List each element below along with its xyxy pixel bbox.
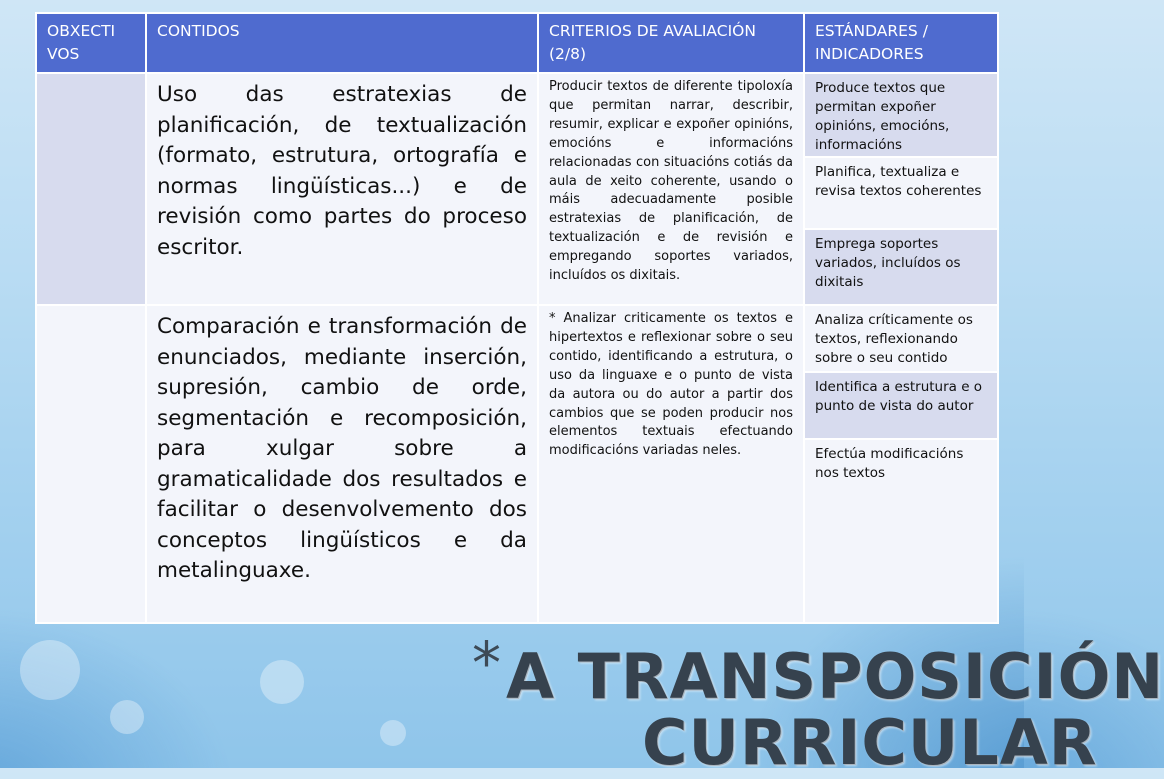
estandar-item: Emprega soportes variados, incluídos os dixitais (805, 230, 997, 304)
background-bokeh (380, 720, 406, 746)
contidos-cell (146, 305, 538, 623)
estandares-cell (804, 73, 998, 305)
header-criterios: CRITERIOS DE AVALIACIÓN (2/8) (538, 13, 804, 73)
background-bokeh (260, 660, 304, 704)
header-obxectivos: OBXECTI VOS (36, 13, 146, 73)
table-header-row (36, 13, 998, 73)
background-bokeh (110, 700, 144, 734)
estandar-item: Identifica a estrutura e o punto de vista do autor (805, 373, 997, 440)
table-row (36, 73, 998, 305)
title-line-2: CURRICULAR (642, 706, 1098, 779)
title-bullet: * (472, 629, 501, 697)
criterio-text: * Analizar criticamente os textos e hipertextos e reflexionar sobre o seu contido, identificando a estrutura, o uso da linguaxe e o punto de vista da autora ou do autor a partir dos cambios que se poden producir nos elementos textuais efectuando modificacións variadas neles. (549, 311, 793, 459)
criterio-cell (538, 305, 804, 623)
estandar-item: Analiza críticamente os textos, reflexionando sobre o seu contido (805, 306, 997, 373)
estandar-item: Produce textos que permitan expoñer opinións, emocións, informacións (805, 74, 997, 158)
header-estandares: ESTÁNDARES / INDICADORES (804, 13, 998, 73)
contidos-text: Uso das estratexias de planificación, de textualización (formato, estrutura, ortografía e normas lingüísticas...) e de revisión como partes do proceso escritor. (157, 82, 527, 260)
obxectivos-cell (36, 73, 146, 305)
criterio-text: Producir textos de diferente tipoloxía que permitan narrar, describir, resumir, explicar e expoñer opinións, emocións e informacións relacionadas con situacións cotiás da aula de xeito coherente, usando o máis adecuadamente posible estratexias de planificación, de textualización e de revisión e empregando soportes variados, incluídos os dixitais. (549, 79, 793, 284)
estandar-item: Planifica, textualiza e revisa textos coherentes (805, 158, 997, 230)
background-bokeh (20, 640, 80, 700)
contidos-cell (146, 73, 538, 305)
contidos-text: Comparación e transformación de enunciados, mediante inserción, supresión, cambio de orde, segmentación e recomposición, para xulgar sobre a gramaticalidade dos resultados e facilitar o desenvolvemento dos conceptos lingüísticos e da metalinguaxe. (157, 314, 527, 583)
estandares-cell (804, 305, 998, 623)
title-line-1: A TRANSPOSICIÓN (506, 640, 1164, 713)
curriculum-table (35, 12, 999, 624)
header-contidos: CONTIDOS (146, 13, 538, 73)
estandar-item: Efectúa modificacións nos textos (805, 440, 997, 622)
obxectivos-cell (36, 305, 146, 623)
table-row (36, 305, 998, 623)
criterio-cell (538, 73, 804, 305)
slide-title (470, 629, 1164, 779)
